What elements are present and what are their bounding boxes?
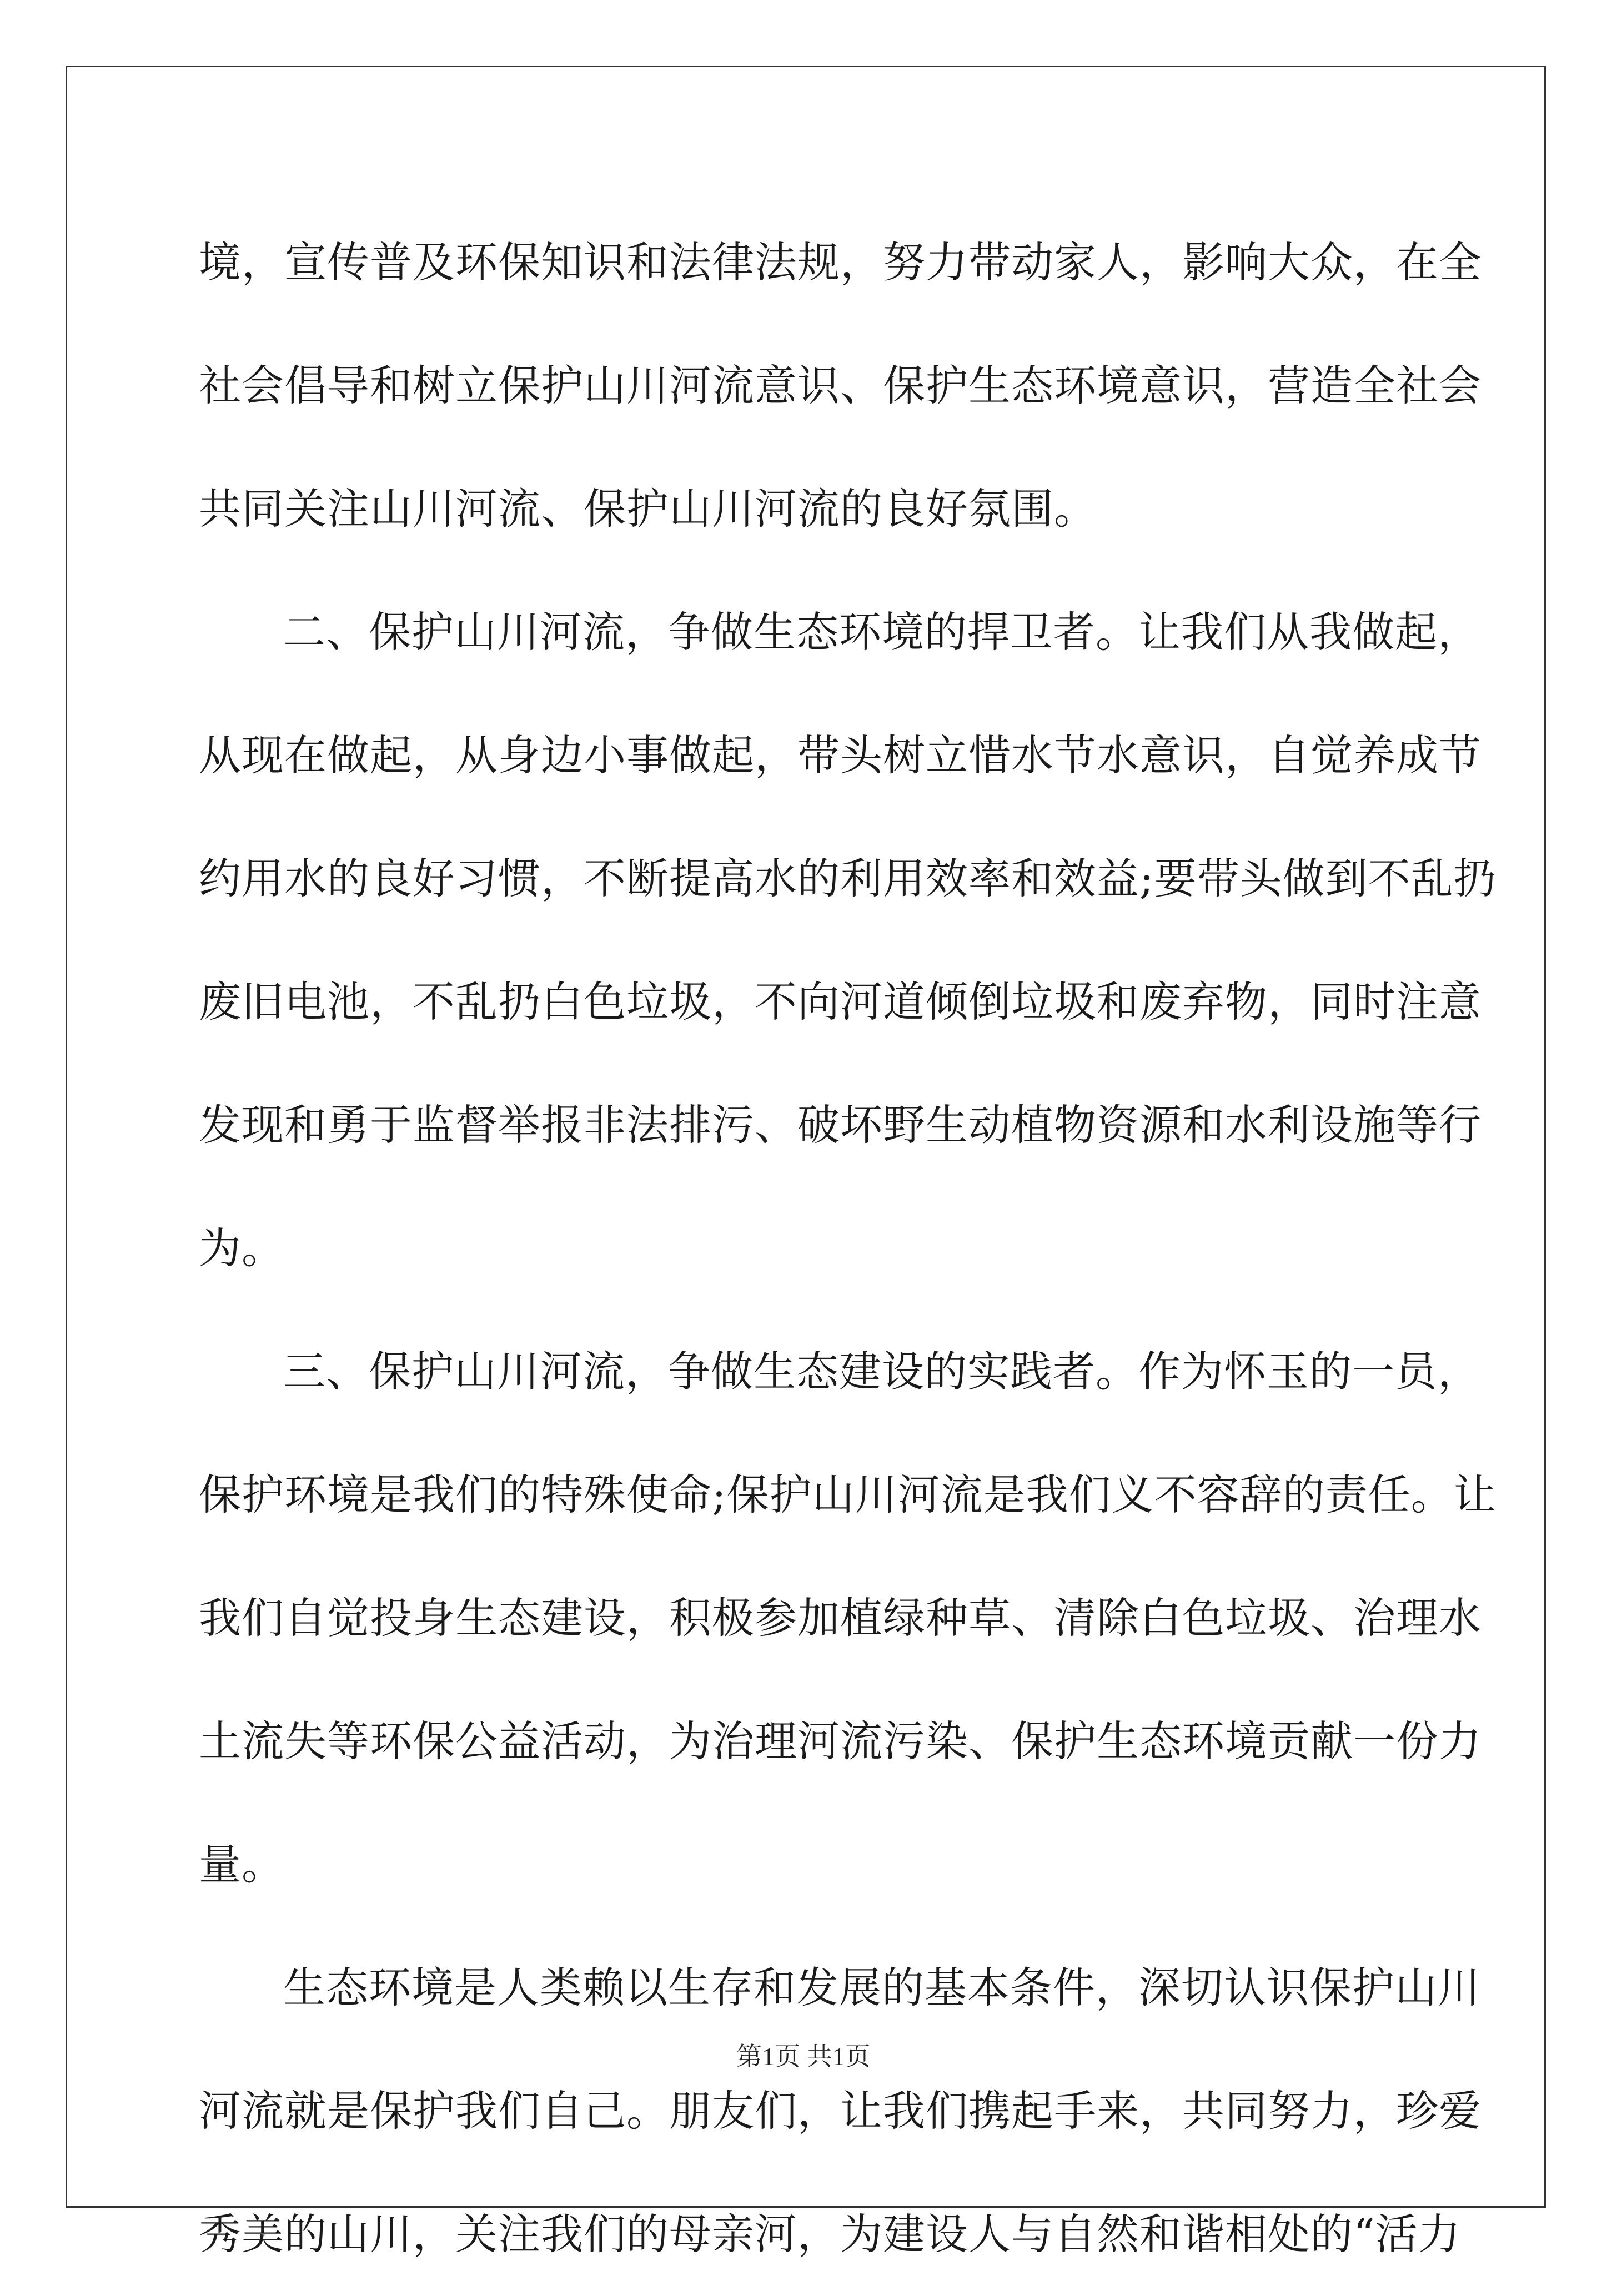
text-line: 保护环境是我们的特殊使命;保护山川河流是我们义不容辞的责任。让 bbox=[199, 1470, 1496, 1519]
document-body bbox=[199, 201, 1496, 2296]
text-line: 土流失等环保公益活动，为治理河流污染、保护生态环境贡献一份力 bbox=[199, 1716, 1482, 1766]
text-line: 三、保护山川河流，争做生态建设的实践者。作为怀玉的一员， bbox=[283, 1347, 1480, 1396]
page-number: 第1页 共1页 bbox=[736, 2042, 871, 2071]
text-line: 从现在做起，从身边小事做起，带头树立惜水节水意识，自觉养成节 bbox=[199, 731, 1482, 780]
text-line: 秀美的山川，关注我们的母亲河，为建设人与自然和谐相处的“活力 bbox=[199, 2209, 1461, 2259]
text-line: 我们自觉投身生态建设，积极参加植绿种草、清除白色垃圾、治理水 bbox=[199, 1593, 1482, 1643]
text-line: 为。 bbox=[199, 1223, 284, 1273]
text-line: 发现和勇于监督举报非法排污、破坏野生动植物资源和水利设施等行 bbox=[199, 1100, 1482, 1150]
text-line: 约用水的良好习惯，不断提高水的利用效率和效益;要带头做到不乱扔 bbox=[199, 854, 1496, 903]
text-line: 生态环境是人类赖以生存和发展的基本条件，深切认识保护山川 bbox=[283, 1963, 1480, 2012]
text-line: 境，宣传普及环保知识和法律法规，努力带动家人，影响大众，在全 bbox=[199, 238, 1482, 287]
text-line: 共同关注山川河流、保护山川河流的良好氛围。 bbox=[199, 484, 1097, 533]
text-line: 社会倡导和树立保护山川河流意识、保护生态环境意识，营造全社会 bbox=[199, 361, 1482, 410]
text-line: 二、保护山川河流，争做生态环境的捍卫者。让我们从我做起， bbox=[283, 607, 1480, 657]
text-line: 废旧电池，不乱扔白色垃圾，不向河道倾倒垃圾和废弃物，同时注意 bbox=[199, 977, 1482, 1026]
text-line: 河流就是保护我们自己。朋友们，让我们携起手来，共同努力，珍爱 bbox=[199, 2086, 1482, 2136]
text-line: 量。 bbox=[199, 1840, 284, 1889]
page-footer bbox=[0, 2036, 1607, 2073]
